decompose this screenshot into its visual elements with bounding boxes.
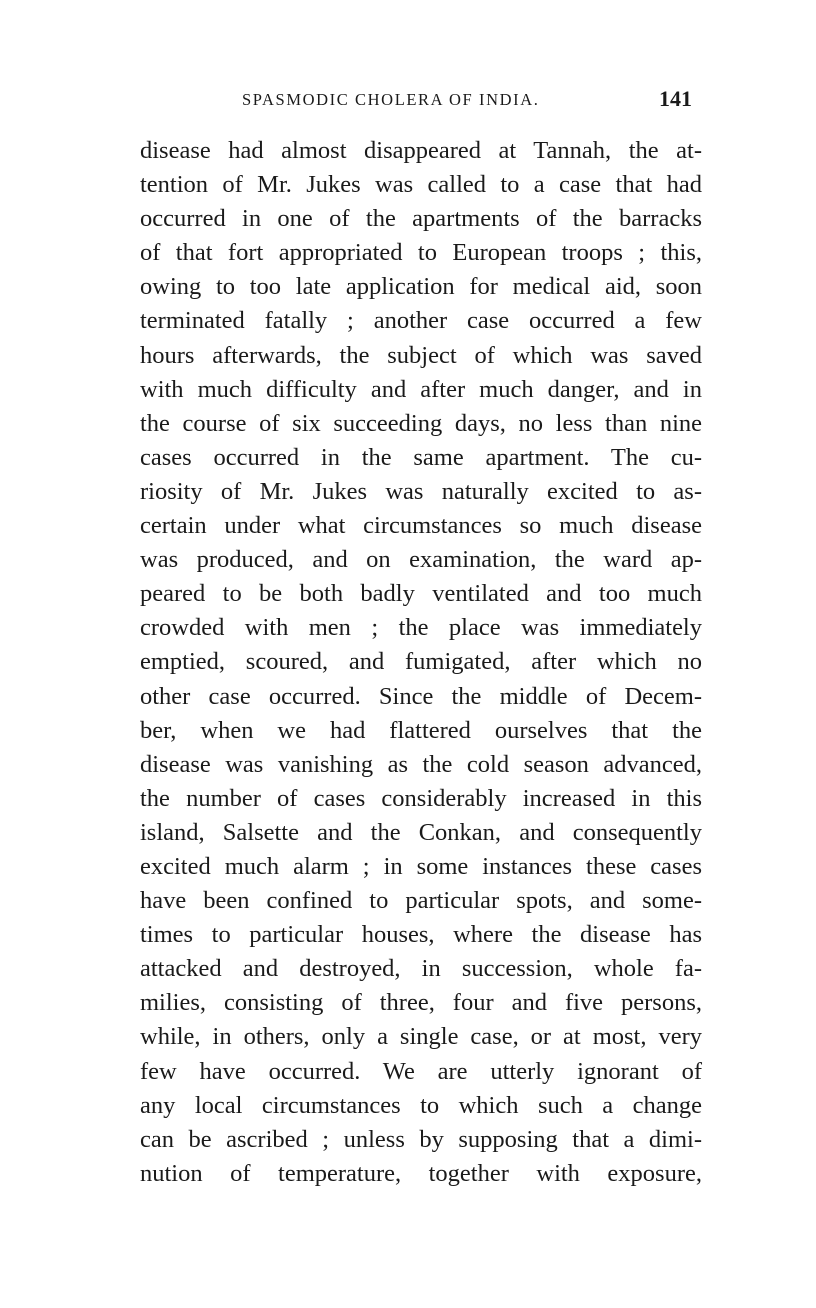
text-line: nution of temperature, together with exposure, [140,1159,702,1187]
text-line: excited much alarm ; in some instances these cases [140,852,702,880]
page-number: 141 [659,86,692,111]
text-line: with much difficulty and after much danger, and in [140,375,702,403]
running-header [140,86,702,116]
text-line: cases occurred in the same apartment. The cu- [140,443,702,471]
text-line: the course of six succeeding days, no less than nine [140,409,702,437]
text-line: few have occurred. We are utterly ignorant of [140,1057,702,1085]
text-line: island, Salsette and the Conkan, and consequently [140,818,702,846]
text-line: times to particular houses, where the disease has [140,921,702,949]
text-line: terminated fatally ; another case occurred a few [140,307,702,335]
text-line: ber, when we had flattered ourselves that the [140,716,702,744]
text-line: hours afterwards, the subject of which was saved [140,341,702,369]
text-line: milies, consisting of three, four and five persons, [140,989,702,1017]
text-line: owing to too late application for medical aid, soon [140,273,702,301]
running-title: SPASMODIC CHOLERA OF INDIA. [242,90,540,109]
text-line: attacked and destroyed, in succession, whole fa- [140,955,702,983]
text-line: other case occurred. Since the middle of Decem- [140,682,702,710]
text-line: disease was vanishing as the cold season advanced, [140,750,702,778]
text-line: occurred in one of the apartments of the barracks [140,205,702,233]
text-line: tention of Mr. Jukes was called to a case that had [140,171,702,199]
text-line: was produced, and on examination, the ward ap- [140,546,702,574]
text-line: can be ascribed ; unless by supposing that a dimi- [140,1125,702,1153]
text-line: any local circumstances to which such a change [140,1091,702,1119]
text-line: riosity of Mr. Jukes was naturally excited to as- [140,477,702,505]
text-line: crowded with men ; the place was immediately [140,614,702,642]
body-text [140,134,702,1191]
text-line: the number of cases considerably increased in this [140,784,702,812]
text-line: peared to be both badly ventilated and too much [140,580,702,608]
text-line: of that fort appropriated to European troops ; this, [140,239,702,267]
text-line: while, in others, only a single case, or at most, very [140,1023,702,1051]
text-line: emptied, scoured, and fumigated, after which no [140,648,702,676]
text-line: disease had almost disappeared at Tannah, the at- [140,137,702,164]
text-line: certain under what circumstances so much disease [140,512,702,540]
text-line: have been confined to particular spots, and some- [140,887,702,915]
